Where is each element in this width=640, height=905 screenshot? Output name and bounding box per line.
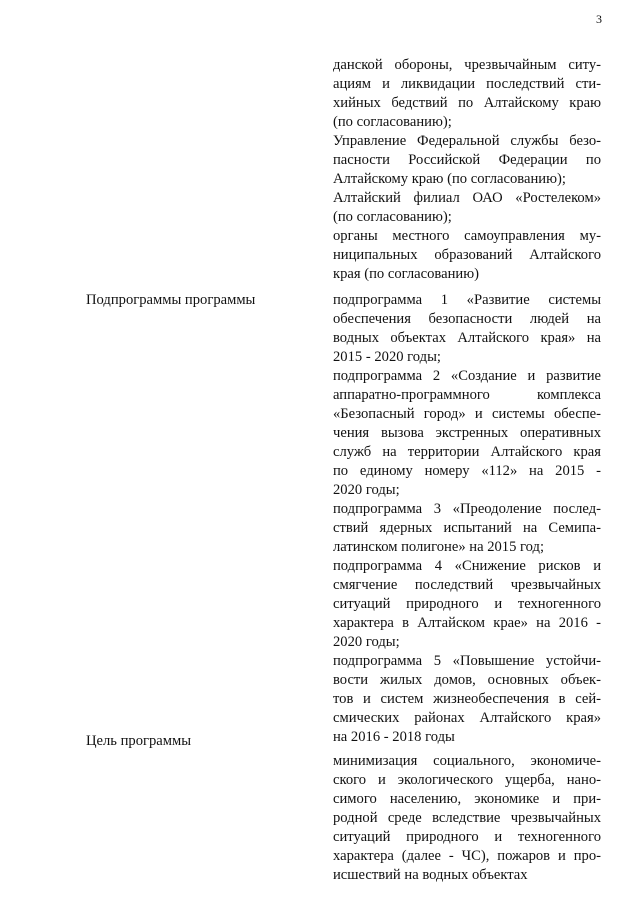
- top-block-line: Управление Федеральной службы безо-: [333, 133, 601, 149]
- top-block-line: ациям и ликвидации последствий сти-: [333, 76, 601, 92]
- subprograms-line: 2015 - 2020 годы;: [333, 349, 441, 365]
- subprograms-line: подпрограмма 4 «Снижение рисков и: [333, 558, 601, 574]
- page-number: 3: [596, 12, 602, 26]
- subprograms-line: смягчение последствий чрезвычайных: [333, 577, 601, 593]
- top-block-line: данской обороны, чрезвычайным ситу-: [333, 57, 601, 73]
- goal-line: исшествий на водных объектах: [333, 867, 528, 883]
- subprograms-line: обеспечения безопасности людей на: [333, 311, 601, 327]
- subprograms-line: 2020 годы;: [333, 482, 400, 498]
- top-block-line: Алтайскому краю (по согласованию);: [333, 171, 566, 187]
- top-block-line: пасности Российской Федерации по: [333, 152, 601, 168]
- top-block-line: органы местного самоуправления му-: [333, 228, 601, 244]
- subprograms-line: смических районах Алтайского края»: [333, 710, 601, 726]
- top-block-line: хийных бедствий по Алтайскому краю: [333, 95, 601, 111]
- top-block-line: края (по согласованию): [333, 266, 479, 282]
- goal-line: симого населению, экономике и при-: [333, 791, 601, 807]
- subprograms-line: на 2016 - 2018 годы: [333, 729, 455, 745]
- subprograms-line: 2020 годы;: [333, 634, 400, 650]
- subprograms-label: Подпрограммы программы: [86, 292, 256, 308]
- goal-label: Цель программы: [86, 733, 192, 749]
- subprograms-line: водных объектах Алтайского края» на: [333, 330, 601, 346]
- goal-line: ского и экологического ущерба, нано-: [333, 772, 601, 788]
- subprograms-line: чения вызова экстренных оперативных: [333, 425, 601, 441]
- subprograms-line: аппаратно-программного комплекса: [333, 387, 601, 403]
- goal-line: минимизация социального, экономиче-: [333, 753, 601, 769]
- goal-line: характера (далее - ЧС), пожаров и про-: [333, 848, 601, 864]
- subprograms-line: вости жилых домов, основных объек-: [333, 672, 601, 688]
- subprograms-line: ствий ядерных испытаний на Семипа-: [333, 520, 601, 536]
- subprograms-line: подпрограмма 2 «Создание и развитие: [333, 368, 601, 384]
- subprograms-line: «Безопасный город» и системы обеспе-: [333, 406, 601, 422]
- subprograms-line: латинском полигоне» на 2015 год;: [333, 539, 545, 555]
- subprograms-line: служб на территории Алтайского края: [333, 444, 601, 460]
- top-block-line: (по согласованию);: [333, 114, 452, 130]
- subprograms-line: подпрограмма 1 «Развитие системы: [333, 292, 601, 308]
- subprograms-line: подпрограмма 3 «Преодоление послед-: [333, 501, 601, 517]
- goal-line: родной среде вследствие чрезвычайных: [333, 810, 601, 826]
- subprograms-line: ситуаций природного и техногенного: [333, 596, 601, 612]
- top-block-line: (по согласованию);: [333, 209, 452, 225]
- subprograms-line: характера в Алтайском крае» на 2016 -: [333, 615, 601, 631]
- subprograms-line: по единому номеру «112» на 2015 -: [333, 463, 601, 479]
- subprograms-line: тов и систем жизнеобеспечения в сей-: [333, 691, 601, 707]
- subprograms-line: подпрограмма 5 «Повышение устойчи-: [333, 653, 601, 669]
- goal-line: ситуаций природного и техногенного: [333, 829, 601, 845]
- top-block-line: Алтайский филиал ОАО «Ростелеком»: [333, 190, 601, 206]
- top-block-line: ниципальных образований Алтайского: [333, 247, 601, 263]
